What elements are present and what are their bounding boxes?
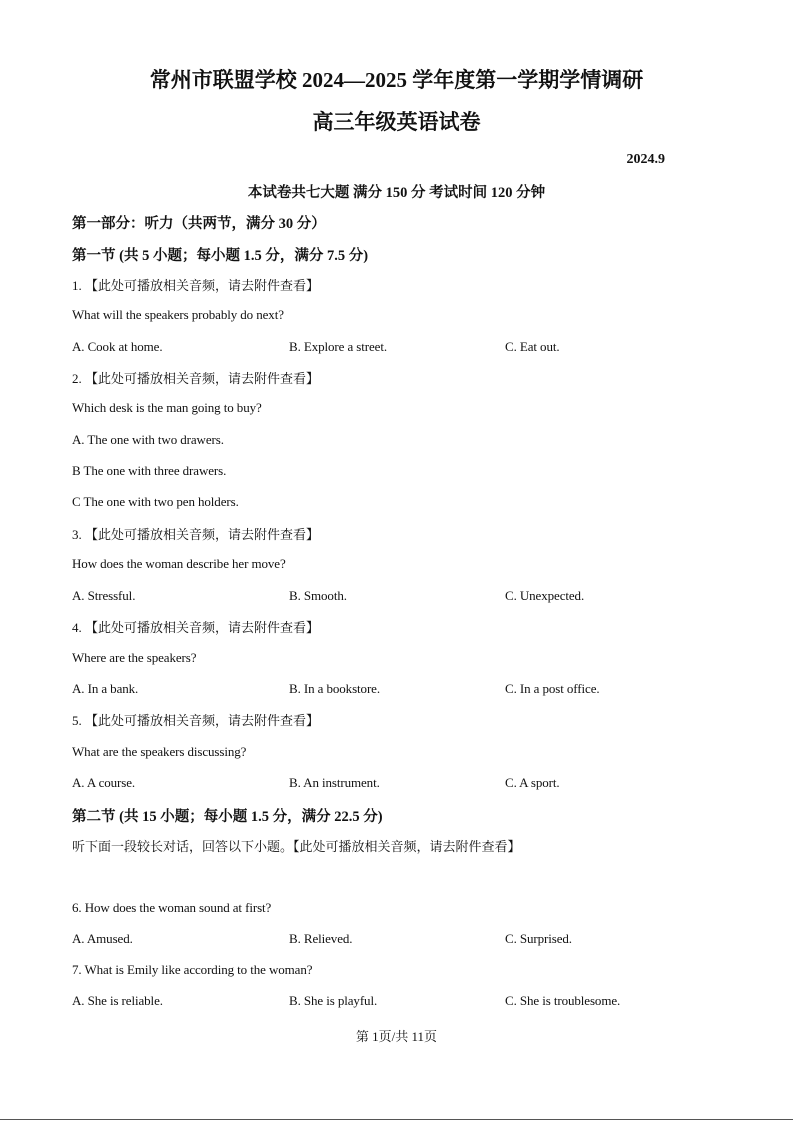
exam-info: 本试卷共七大题 满分 150 分 考试时间 120 分钟 [247,185,546,201]
question-stem: Which desk is the man going to buy? [72,400,262,415]
option-c: C. Unexpected. [505,588,585,603]
exam-subtitle: 高三年级英语试卷 [312,110,481,134]
audio-notice: 2. 【此处可播放相关音频，请去附件查看】 [72,371,320,386]
option-b: B. Relieved. [289,931,353,946]
audio-notice: 3. 【此处可播放相关音频，请去附件查看】 [72,527,320,542]
option-c: C. In a post office. [505,681,600,696]
option-b: B The one with three drawers. [72,463,227,478]
part1-heading: 第一部分：听力（共两节，满分 30 分） [72,216,326,232]
audio-notice: 4. 【此处可播放相关音频，请去附件查看】 [72,620,320,635]
option-b: B. She is playful. [289,993,378,1008]
section2-intro: 听下面一段较长对话，回答以下小题。【此处可播放相关音频，请去附件查看】 [72,839,521,854]
option-a: A. The one with two drawers. [72,432,224,447]
option-a: A. Cook at home. [72,339,163,354]
option-b: B. An instrument. [289,775,380,790]
option-a: A. Stressful. [72,588,136,603]
question-stem: 7. What is Emily like according to the woman? [72,962,313,977]
option-b: B. In a bookstore. [289,681,380,696]
exam-title: 常州市联盟学校 2024—2025 学年度第一学期学情调研 [149,68,644,92]
question-stem: What are the speakers discussing? [72,744,247,759]
section2-heading: 第二节 (共 15 小题；每小题 1.5 分，满分 22.5 分) [72,809,383,825]
audio-notice: 1. 【此处可播放相关音频，请去附件查看】 [72,278,320,293]
option-a: A. In a bank. [72,681,139,696]
question-stem: What will the speakers probably do next? [72,307,284,322]
option-b: B. Explore a street. [289,339,387,354]
section1-heading: 第一节 (共 5 小题；每小题 1.5 分，满分 7.5 分) [72,248,369,264]
option-a: A. A course. [72,775,136,790]
bottom-divider [0,1119,793,1120]
option-c: C. Surprised. [505,931,572,946]
audio-notice: 5. 【此处可播放相关音频，请去附件查看】 [72,713,320,728]
option-c: C. She is troublesome. [505,993,621,1008]
question-stem: 6. How does the woman sound at first? [72,900,272,915]
option-a: A. Amused. [72,931,133,946]
page-number: 第 1页/共 11页 [355,1029,438,1044]
option-a: A. She is reliable. [72,993,163,1008]
option-c: C. A sport. [505,775,560,790]
question-stem: Where are the speakers? [72,650,197,665]
option-c: C The one with two pen holders. [72,494,239,509]
question-stem: How does the woman describe her move? [72,556,286,571]
exam-date: 2024.9 [626,152,665,167]
option-b: B. Smooth. [289,588,347,603]
option-c: C. Eat out. [505,339,560,354]
